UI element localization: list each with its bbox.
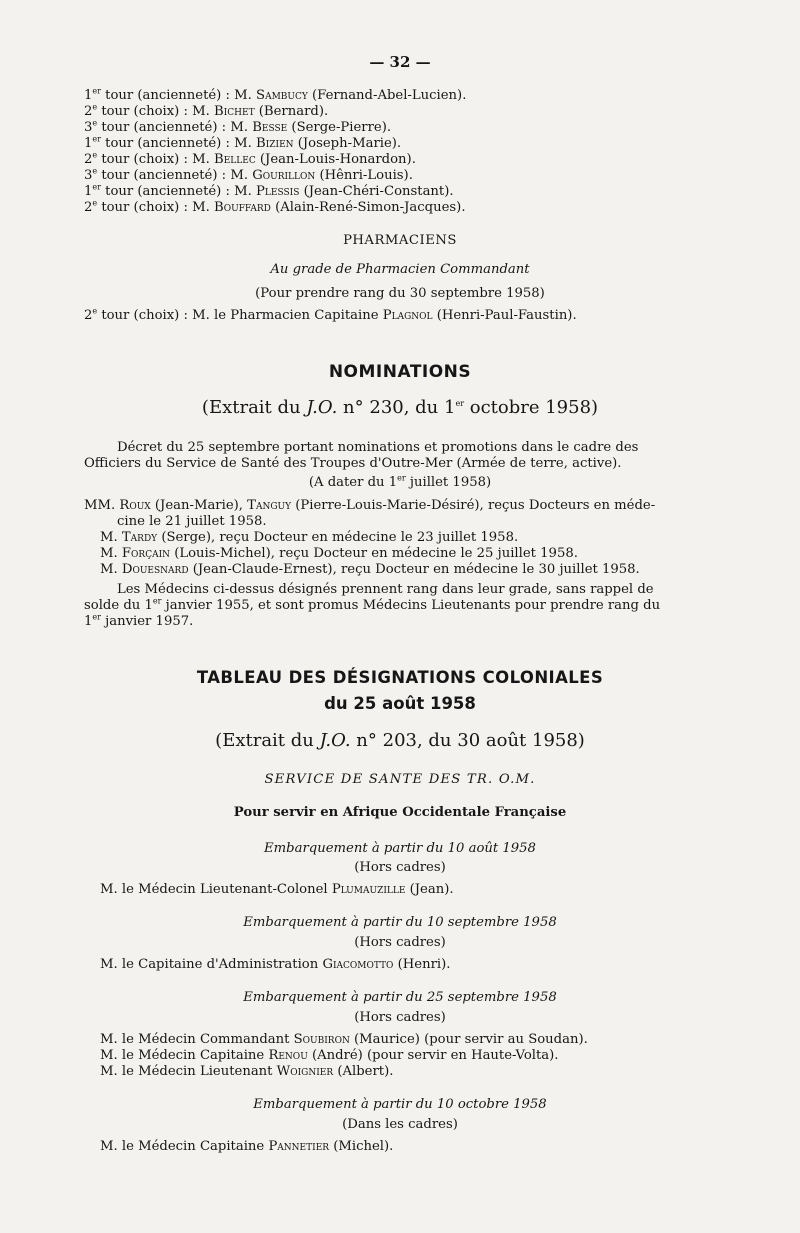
nominations-extrait: (Extrait du J.O. n° 230, du 1er octobre 1958) [201,397,599,418]
tableau-heading: TABLEAU DES DÉSIGNATIONS COLONIALES [196,668,604,687]
a-dater: (A dater du 1er juillet 1958) [308,473,492,490]
tour-line: 1er tour (ancienneté) : M. Bizien (Joseph-Marie). [84,134,402,151]
designation-entry: M. le Médecin Lieutenant-Colonel Plumauzille (Jean). [100,882,454,897]
cadres-note: (Hors cadres) [354,860,446,875]
nomination-entry: M. Forçain (Louis-Michel), reçu Docteur en médecine le 25 juillet 1958. [100,546,578,561]
tableau-extrait: (Extrait du J.O. n° 203, du 30 août 1958) [215,730,585,751]
nominations-heading: NOMINATIONS [328,362,472,382]
pharmaciens-grade: Au grade de Pharmacien Commandant [270,262,530,277]
decret-line: Décret du 25 septembre portant nominations et promotions dans le cadre des [117,440,639,455]
tour-line: 3e tour (ancienneté) : M. Besse (Serge-Pierre). [84,118,392,135]
tour-line: 2e tour (choix) : M. Bouffard (Alain-René-Simon-Jacques). [84,198,466,215]
tour-line: 2e tour (choix) : M. Bichet (Bernard). [84,102,329,119]
rang-paragraph-line: solde du 1er janvier 1955, et sont promus Médecins Lieutenants pour prendre rang du [84,596,661,613]
cadres-note: (Dans les cadres) [342,1117,458,1132]
pharmaciens-rang: (Pour prendre rang du 30 septembre 1958) [255,286,545,301]
embarquement-heading: Embarquement à partir du 10 août 1958 [264,841,536,856]
nomination-entry: M. Douesnard (Jean-Claude-Ernest), reçu Docteur en médecine le 30 juillet 1958. [100,562,640,577]
nomination-entry-cont: cine le 21 juillet 1958. [117,514,267,529]
designation-entry: M. le Médecin Commandant Soubiron (Maurice) (pour servir au Soudan). [100,1032,588,1047]
tableau-date: du 25 août 1958 [324,694,476,713]
designation-entry: M. le Médecin Capitaine Renou (André) (pour servir en Haute-Volta). [100,1048,559,1063]
cadres-note: (Hors cadres) [354,935,446,950]
pharmaciens-entry: 2e tour (choix) : M. le Pharmacien Capitaine Plagnol (Henri-Paul-Faustin). [84,306,577,323]
embarquement-heading: Embarquement à partir du 10 octobre 1958 [253,1097,547,1112]
tour-line: 1er tour (ancienneté) : M. Plessis (Jean-Chéri-Constant). [84,182,454,199]
tour-line: 1er tour (ancienneté) : M. Sambucy (Fernand-Abel-Lucien). [84,86,467,103]
designation-entry: M. le Médecin Lieutenant Woignier (Albert). [100,1064,394,1079]
nomination-entry: MM. Roux (Jean-Marie), Tanguy (Pierre-Louis-Marie-Désiré), reçus Docteurs en méde- [84,498,656,513]
designation-entry: M. le Capitaine d'Administration Giacomotto (Henri). [100,957,451,972]
embarquement-heading: Embarquement à partir du 10 septembre 1958 [243,915,557,930]
tour-line: 2e tour (choix) : M. Bellec (Jean-Louis-Honardon). [84,150,416,167]
rang-paragraph-line: 1er janvier 1957. [84,612,194,629]
page-number: — 32 — [369,53,431,71]
cadres-note: (Hors cadres) [354,1010,446,1025]
nomination-entry: M. Tardy (Serge), reçu Docteur en médecine le 23 juillet 1958. [100,530,519,545]
embarquement-heading: Embarquement à partir du 25 septembre 1958 [243,990,557,1005]
rang-paragraph-line: Les Médecins ci-dessus désignés prennent rang dans leur grade, sans rappel de [117,582,654,597]
designation-entry: M. le Médecin Capitaine Pannetier (Michel). [100,1139,394,1154]
pharmaciens-heading: PHARMACIENS [343,233,457,248]
service-heading: SERVICE DE SANTE DES TR. O.M. [264,772,536,787]
decret-line: Officiers du Service de Santé des Troupes d'Outre-Mer (Armée de terre, active). [84,456,622,471]
servir-heading: Pour servir en Afrique Occidentale Française [233,805,567,820]
tour-line: 3e tour (ancienneté) : M. Gourillon (Hênri-Louis). [84,166,413,183]
